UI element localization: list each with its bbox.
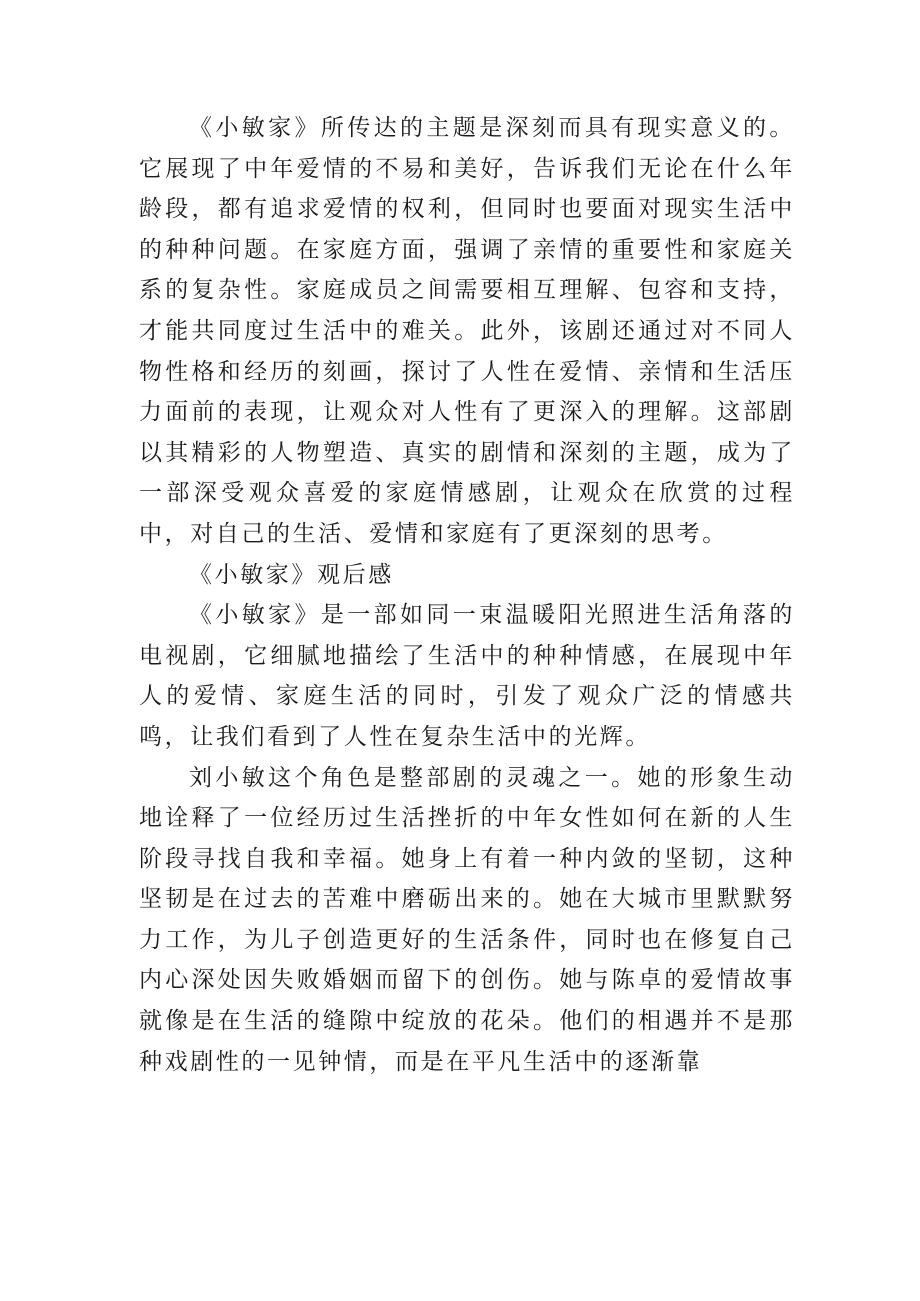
paragraph-intro: 《小敏家》是一部如同一束温暖阳光照进生活角落的电视剧，它细腻地描绘了生活中的种种情感，在展现中年人的爱情、家庭生活的同时，引发了观众广泛的情感共鸣，让我们看到了人性在复杂生活中的光辉。 (139, 602, 795, 750)
paragraph-character: 刘小敏这个角色是整部剧的灵魂之一。她的形象生动地诠释了一位经历过生活挫折的中年女性如何在新的人生阶段寻找自我和幸福。她身上有着一种内敛的坚韧，这种坚韧是在过去的苦难中磨砺出来的。她在大城市里默默努力工作，为儿子创造更好的生活条件，同时也在修复自己内心深处因失败婚姻而留下的创伤。她与陈卓的爱情故事就像是在生活的缝隙中绽放的花朵。他们的相遇并不是那种戏剧性的一见钟情，而是在平凡生活中的逐渐靠 (139, 764, 795, 1075)
document-body (139, 108, 795, 1082)
section-title: 《小敏家》观后感 (189, 561, 394, 588)
paragraph-theme: 《小敏家》所传达的主题是深刻而具有现实意义的。它展现了中年爱情的不易和美好，告诉我们无论在什么年龄段，都有追求爱情的权利，但同时也要面对现实生活中的种种问题。在家庭方面，强调了亲情的重要性和家庭关系的复杂性。家庭成员之间需要相互理解、包容和支持，才能共同度过生活中的难关。此外，该剧还通过对不同人物性格和经历的刻画，探讨了人性在爱情、亲情和生活压力面前的表现，让观众对人性有了更深入的理解。这部剧以其精彩的人物塑造、真实的剧情和深刻的主题，成为了一部深受观众喜爱的家庭情感剧，让观众在欣赏的过程中，对自己的生活、爱情和家庭有了更深刻的思考。 (139, 115, 795, 547)
